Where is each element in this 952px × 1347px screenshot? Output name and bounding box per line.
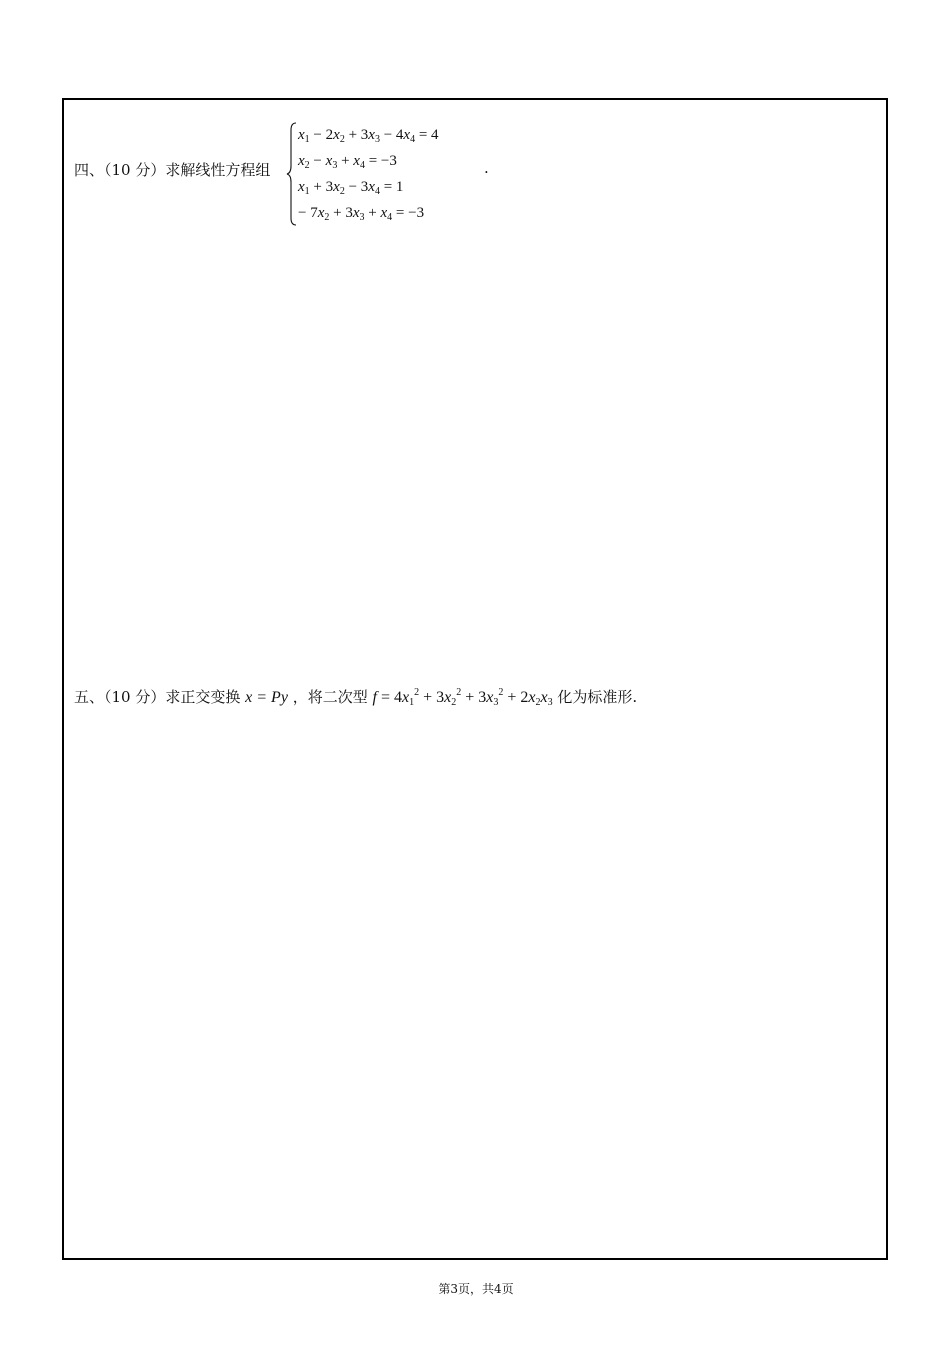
answer-box-frame [62, 98, 888, 1260]
equation-1: $x_1 - 2x_2 + 3x_3 - 4x_4 = 4$ [298, 127, 439, 145]
quadratic-form-formula: $f = 4x_1^2 + 3x_2^2 + 3x_3^2 + 2x_2x_3$ [372, 687, 553, 708]
question-5 [74, 686, 637, 708]
question-4 [74, 118, 534, 228]
page-footer: 第3页，共4页 [438, 1282, 514, 1296]
equation-2: $x_2 - x_3 + x_4 = -3$ [298, 153, 397, 171]
question-4-label: 四、（10 分）求解线性方程组 [74, 161, 271, 179]
equation-4: − $7x_2 + 3x_3 + x_4 = -3$ [298, 205, 425, 223]
question-4-period: . [484, 159, 489, 177]
question-5-prefix: 五、（10 分）求正交变换 [74, 688, 241, 706]
equation-system [298, 122, 439, 226]
transform-formula: x = Py [245, 689, 288, 706]
left-brace-icon [286, 122, 298, 226]
equation-3: $x_1 + 3x_2 - 3x_4 = 1$ [298, 179, 404, 197]
question-5-middle: ，将二次型 [292, 688, 368, 706]
question-5-suffix: 化为标准形. [557, 688, 638, 706]
